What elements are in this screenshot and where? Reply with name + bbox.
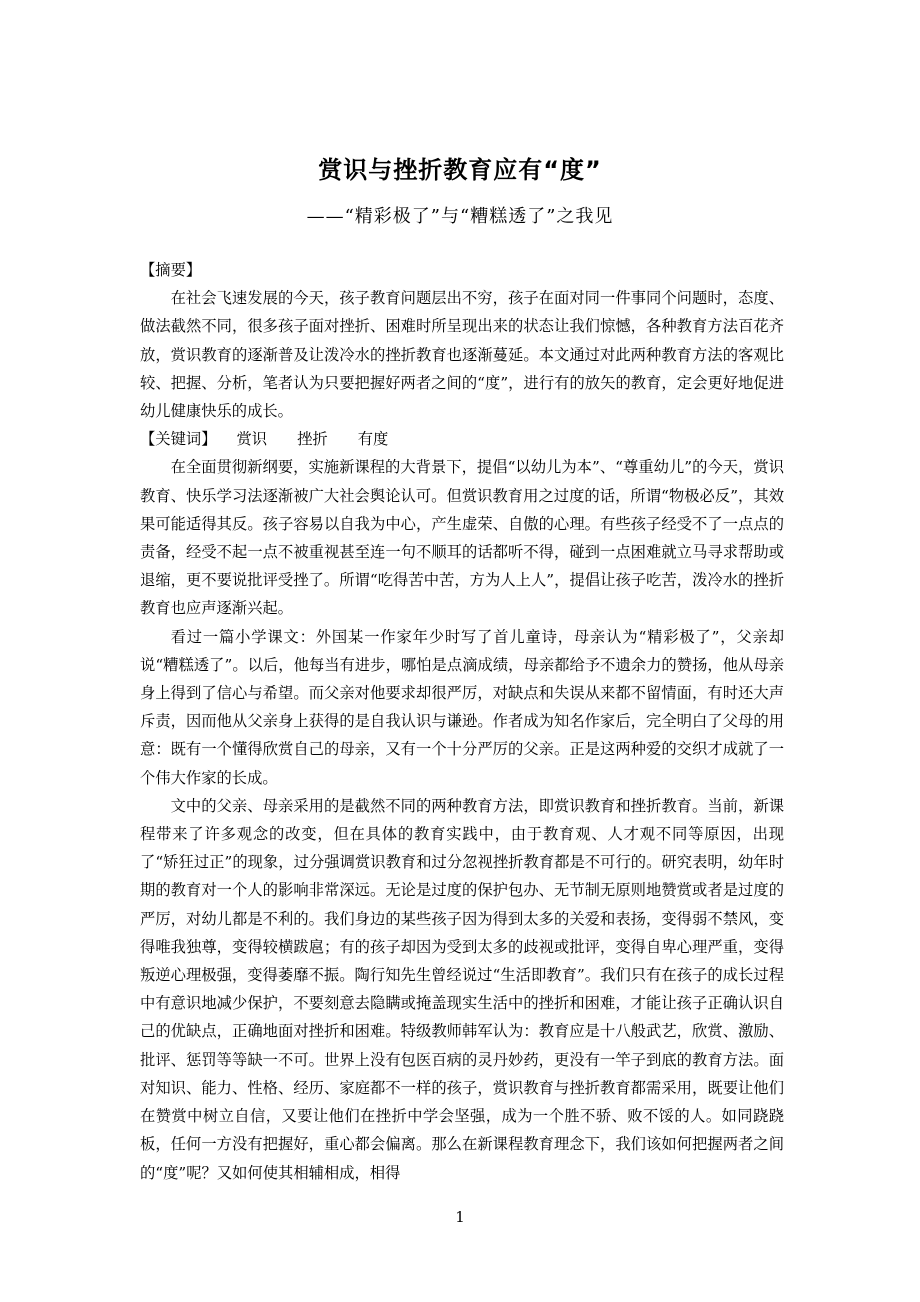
keywords-label: 【关键词】 (140, 430, 217, 449)
body-paragraph: 文中的父亲、母亲采用的是截然不同的两种教育方法，即赏识教育和挫折教育。当前，新课程带来了许多观念的改变，但在具体的教育实践中，由于教育观、人才观不同等原因，出现了“矫狂过正”的现象，过分强调赏识教育和过分忽视挫折教育都是不可行的。研究表明，幼年时期的教育对一个人的影响非常深远。无论是过度的保护包办、无节制无原则地赞赏或者是过度的严厉，对幼儿都是不利的。我们身边的某些孩子因为得到太多的关爱和表扬，变得弱不禁风，变得唯我独尊，变得较横跋扈；有的孩子却因为受到太多的歧视或批评，变得自卑心理严重，变得叛逆心理极强，变得萎靡不振。陶行知先生曾经说过“生活即教育”。我们只有在孩子的成长过程中有意识地减少保护，不要刻意去隐瞒或掩盖现实生活中的挫折和困难，才能让孩子正确认识自己的优缺点，正确地面对挫折和困难。特级教师韩军认为：教育应是十八般武艺，欣赏、激励、批评、惩罚等等缺一不可。世界上没有包医百病的灵丹妙药，更没有一竿子到底的教育方法。面对知识、能力、性格、经历、家庭都不一样的孩子，赏识教育与挫折教育都需采用，既要让他们在赞赏中树立自信，又要让他们在挫折中学会坚强，成为一个胜不骄、败不馁的人。如同跷跷板，任何一方没有把握好，重心都会偏离。那么在新课程教育理念下，我们该如何把握两者之间的“度”呢？又如何使其相辅相成，相得 (140, 796, 784, 1182)
abstract-heading: 【摘要】 (140, 261, 202, 279)
body-paragraph: 看过一篇小学课文：外国某一作家年少时写了首儿童诗，母亲认为“精彩极了”，父亲却说“糟糕透了”。以后，他每当有进步，哪怕是点滴成绩，母亲都给予不遗余力的赞扬，他从母亲身上得到了信心与希望。而父亲对他要求却很严厉，对缺点和失误从来都不留情面，有时还大声斥责，因而他从父亲身上获得的是自我认识与谦逊。作者成为知名作家后，完全明白了父母的用意：既有一个懂得欣赏自己的母亲，又有一个十分严厉的父亲。正是这两种爱的交织才成就了一个伟大作家的长成。 (140, 627, 784, 787)
document-subtitle: ——“精彩极了”与“糟糕透了”之我见 (306, 206, 614, 227)
document-title: 赏识与挫折教育应有“度” (318, 156, 602, 184)
document-body (140, 256, 784, 1187)
keyword-item: 赏识 (236, 430, 268, 449)
keywords-line (140, 425, 784, 453)
abstract-paragraph: 在社会飞速发展的今天，孩子教育问题层出不穷，孩子在面对同一件事同个问题时，态度、做法截然不同，很多孩子面对挫折、困难时所呈现出来的状态让我们惊憾，各种教育方法百花齐放，赏识教育的逐渐普及让泼冷水的挫折教育也逐渐蔓延。本文通过对此两种教育方法的客观比较、把握、分析，笔者认为只要把握好两者之间的“度”，进行有的放矢的教育，定会更好地促进幼儿健康快乐的成长。 (140, 289, 784, 421)
page-number: 1 (455, 1208, 465, 1226)
keyword-item: 有度 (357, 430, 389, 449)
keyword-item: 挫折 (297, 430, 328, 449)
body-paragraph: 在全面贯彻新纲要，实施新课程的大背景下，提倡“以幼儿为本”、“尊重幼儿”的今天，赏识教育、快乐学习法逐渐被广大社会舆论认可。但赏识教育用之过度的话，所谓“物极必反”，其效果可能适得其反。孩子容易以自我为中心，产生虚荣、自傲的心理。有些孩子经受不了一点点的责备，经受不起一点不被重视甚至连一句不顺耳的话都听不得，碰到一点困难就立马寻求帮助或退缩，更不要说批评受挫了。所谓“吃得苦中苦，方为人上人”，提倡让孩子吃苦，泼冷水的挫折教育也应声逐渐兴起。 (140, 458, 784, 618)
